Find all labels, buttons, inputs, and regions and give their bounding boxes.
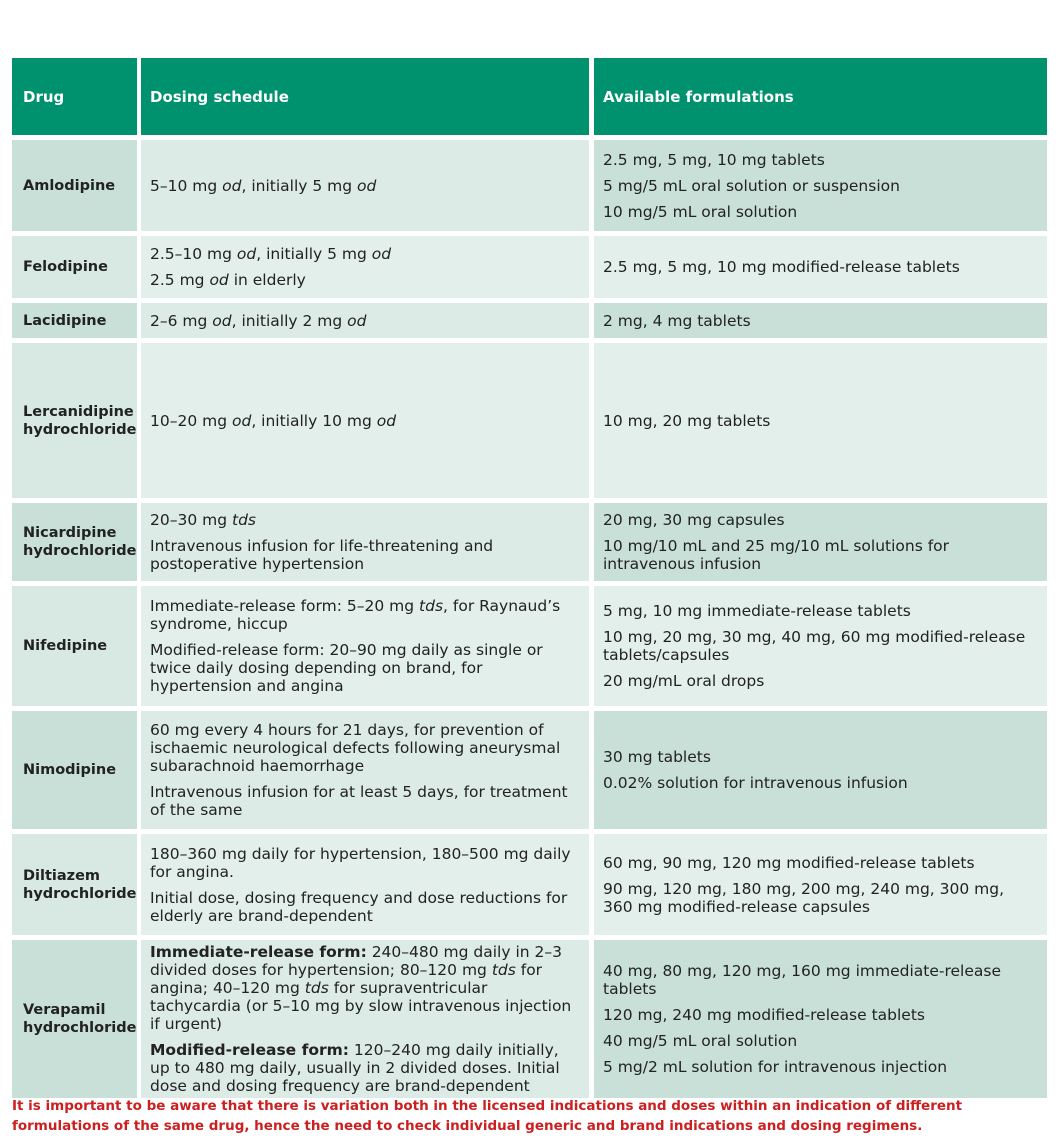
dosing-cell bbox=[141, 343, 589, 498]
drug-name bbox=[23, 524, 137, 560]
dosing-text: tds bbox=[304, 979, 329, 997]
table-row bbox=[12, 303, 1047, 338]
dosing-text: 5–10 mg bbox=[150, 176, 223, 195]
dosing-text: od bbox=[357, 176, 377, 195]
dosing-text: , initially 5 mg bbox=[241, 176, 358, 195]
formulation-line: 0.02% solution for intravenous infusion bbox=[603, 774, 908, 792]
dosing-text: od bbox=[376, 411, 397, 430]
dosing-text: , initially 10 mg bbox=[251, 411, 377, 430]
formulations-cell bbox=[594, 503, 1047, 581]
footnote: It is important to be aware that there is variation both in the licensed indications and doses within an indication of different formulations of the same drug, hence the need to check individual generic and brand indications and dosing regimens. bbox=[12, 1098, 963, 1134]
formulations-cell bbox=[594, 940, 1047, 1098]
dosing-cell bbox=[141, 303, 589, 338]
header-drug: Drug bbox=[12, 58, 137, 135]
formulation-line: 5 mg/2 mL solution for intravenous injection bbox=[603, 1058, 948, 1076]
dosing-line bbox=[150, 783, 579, 819]
formulation-line: 120 mg, 240 mg modified-release tablets bbox=[603, 1006, 925, 1024]
table-row bbox=[12, 140, 1047, 231]
formulations-cell bbox=[594, 834, 1047, 935]
drug-name-line: hydrochloride bbox=[23, 1020, 137, 1036]
formulation-line: 20 mg, 30 mg capsules bbox=[603, 511, 785, 529]
dosing-text: 60 mg every 4 hours for 21 days, for prevention of ischaemic neurological defects following aneurysmal subarachnoid haemorrhage bbox=[150, 721, 561, 775]
drug-name-line: Amlodipine bbox=[23, 177, 116, 194]
dosing-text: Intravenous infusion for life-threatening and postoperative hypertension bbox=[150, 537, 494, 573]
table-row bbox=[12, 711, 1047, 829]
formulation-line: 40 mg, 80 mg, 120 mg, 160 mg immediate-release tablets bbox=[603, 962, 1001, 998]
formulation-line: 90 mg, 120 mg, 180 mg, 200 mg, 240 mg, 300 mg, 360 mg modified-release capsules bbox=[603, 879, 1005, 916]
dosing-text: od bbox=[222, 176, 242, 195]
drug-cell bbox=[12, 343, 137, 498]
table-row bbox=[12, 586, 1047, 706]
drug-name bbox=[23, 258, 127, 276]
dosing-text: 20–30 mg bbox=[150, 511, 232, 529]
dosing-text: Initial dose, dosing frequency and dose reductions for elderly are brand-dependent bbox=[150, 888, 568, 925]
table-header-row bbox=[12, 58, 1047, 135]
dosing-text: 2–6 mg bbox=[150, 311, 213, 330]
dosing-text: for angina; 40–120 mg bbox=[150, 961, 543, 997]
dosing-text: od bbox=[232, 411, 252, 430]
drug-name bbox=[23, 177, 127, 195]
dosing-line bbox=[150, 889, 579, 925]
drug-cell bbox=[12, 834, 137, 935]
drug-name-line: Nimodipine bbox=[23, 762, 117, 778]
dosing-cell bbox=[141, 711, 589, 829]
drug-name bbox=[23, 761, 127, 779]
formulation-line: 2.5 mg, 5 mg, 10 mg modified-release tablets bbox=[603, 258, 960, 276]
drug-name bbox=[23, 637, 127, 655]
drug-cell bbox=[12, 503, 137, 581]
dosing-text: Immediate-release form: bbox=[150, 943, 367, 961]
table-row bbox=[12, 343, 1047, 498]
formulation-line: 2 mg, 4 mg tablets bbox=[603, 311, 751, 330]
dosing-text: in elderly bbox=[228, 271, 306, 289]
dosing-line bbox=[150, 943, 579, 1033]
dosing-cell bbox=[141, 586, 589, 706]
table-row bbox=[12, 503, 1047, 581]
dosing-text: od bbox=[347, 311, 367, 330]
dosing-cell bbox=[141, 140, 589, 231]
drug-cell bbox=[12, 303, 137, 338]
dosing-text: for supraventricular tachycardia (or 5–10 mg by slow intravenous injection if urgent) bbox=[150, 979, 572, 1033]
dosing-line bbox=[150, 1041, 579, 1095]
dosing-line bbox=[150, 597, 579, 633]
drug-name-line: Nicardipine bbox=[23, 525, 117, 541]
drug-cell bbox=[12, 586, 137, 706]
drug-cell bbox=[12, 711, 137, 829]
dosing-text: Intravenous infusion for at least 5 days, for treatment of the same bbox=[150, 783, 568, 819]
formulations-cell bbox=[594, 343, 1047, 498]
dosing-text: Modified-release form: 20–90 mg daily as single or twice daily dosing depending on brand, for hypertension and angina bbox=[150, 641, 543, 695]
formulation-line: 10 mg/10 mL and 25 mg/10 mL solutions for intravenous infusion bbox=[603, 537, 950, 573]
table-row bbox=[12, 834, 1047, 935]
drug-name-line: Lercanidipine bbox=[23, 403, 134, 420]
dosing-line bbox=[150, 271, 579, 289]
drug-name-line: Lacidipine bbox=[23, 312, 107, 329]
table-row bbox=[12, 236, 1047, 298]
drug-name bbox=[23, 403, 137, 439]
formulation-line: 5 mg, 10 mg immediate-release tablets bbox=[603, 602, 911, 620]
dosing-line bbox=[150, 511, 579, 529]
dosing-table bbox=[12, 58, 1047, 1098]
dosing-text: , initially 5 mg bbox=[256, 245, 372, 263]
dosing-line bbox=[150, 641, 579, 695]
dosing-line bbox=[150, 845, 579, 881]
drug-name-line: Diltiazem bbox=[23, 867, 101, 884]
dosing-text: od bbox=[371, 245, 392, 263]
dosing-line bbox=[150, 177, 579, 195]
formulation-line: 60 mg, 90 mg, 120 mg modified-release tablets bbox=[603, 853, 975, 872]
dosing-text: 240–480 mg daily in 2–3 divided doses for hypertension; 80–120 mg bbox=[150, 943, 562, 979]
header-available-formulations: Available formulations bbox=[594, 58, 1047, 135]
dosing-line bbox=[150, 721, 579, 775]
drug-cell bbox=[12, 940, 137, 1098]
dosing-text: 10–20 mg bbox=[150, 411, 232, 430]
dosing-text: od bbox=[209, 271, 229, 289]
formulation-line: 10 mg/5 mL oral solution bbox=[603, 202, 798, 221]
formulations-cell bbox=[594, 586, 1047, 706]
dosing-line bbox=[150, 537, 579, 573]
dosing-text: tds bbox=[232, 511, 256, 529]
dosing-cell bbox=[141, 940, 589, 1098]
formulation-line: 5 mg/5 mL oral solution or suspension bbox=[603, 176, 900, 195]
dosing-line bbox=[150, 412, 579, 430]
dosing-text: od bbox=[212, 311, 232, 330]
drug-name-line: Verapamil bbox=[23, 1002, 106, 1018]
dosing-text: Modified-release form: bbox=[150, 1041, 349, 1059]
drug-name-line: Nifedipine bbox=[23, 638, 108, 654]
drug-name bbox=[23, 312, 127, 330]
dosing-line bbox=[150, 245, 579, 263]
header-dosing-schedule: Dosing schedule bbox=[141, 58, 589, 135]
dosing-text: tds bbox=[419, 597, 444, 615]
dosing-cell bbox=[141, 834, 589, 935]
dosing-text: tds bbox=[491, 961, 516, 979]
formulations-cell bbox=[594, 303, 1047, 338]
formulation-line: 30 mg tablets bbox=[603, 748, 711, 766]
dosing-text: , for Raynaud’s syndrome, hiccup bbox=[150, 597, 561, 633]
formulation-line: 10 mg, 20 mg, 30 mg, 40 mg, 60 mg modified-release tablets/capsules bbox=[603, 628, 1026, 664]
table-row bbox=[12, 940, 1047, 1098]
formulations-cell bbox=[594, 711, 1047, 829]
drug-cell bbox=[12, 140, 137, 231]
dosing-cell bbox=[141, 503, 589, 581]
drug-name-line: hydrochloride bbox=[23, 543, 137, 559]
table-body bbox=[12, 140, 1047, 1098]
dosing-text: Immediate-release form: 5–20 mg bbox=[150, 597, 420, 615]
formulations-cell bbox=[594, 236, 1047, 298]
drug-name-line: hydrochloride bbox=[23, 885, 137, 902]
formulations-cell bbox=[594, 140, 1047, 231]
drug-name-line: Felodipine bbox=[23, 259, 108, 275]
dosing-text: od bbox=[236, 245, 257, 263]
dosing-text: 180–360 mg daily for hypertension, 180–500 mg daily for angina. bbox=[150, 844, 571, 881]
drug-name-line: hydrochloride bbox=[23, 421, 137, 438]
drug-cell bbox=[12, 236, 137, 298]
drug-name bbox=[23, 867, 137, 903]
dosing-text: 120–240 mg daily initially, up to 480 mg daily, usually in 2 divided doses. Initial dose and dosing frequency are brand-dependent bbox=[150, 1041, 560, 1095]
dosing-text: , initially 2 mg bbox=[231, 311, 348, 330]
formulation-line: 10 mg, 20 mg tablets bbox=[603, 411, 771, 430]
dosing-cell bbox=[141, 236, 589, 298]
formulation-line: 20 mg/mL oral drops bbox=[603, 672, 765, 690]
dosing-line bbox=[150, 312, 579, 330]
dosing-text: 2.5–10 mg bbox=[150, 245, 237, 263]
drug-name bbox=[23, 1001, 137, 1037]
formulation-line: 2.5 mg, 5 mg, 10 mg tablets bbox=[603, 150, 825, 169]
formulation-line: 40 mg/5 mL oral solution bbox=[603, 1032, 798, 1050]
dosing-text: 2.5 mg bbox=[150, 271, 210, 289]
